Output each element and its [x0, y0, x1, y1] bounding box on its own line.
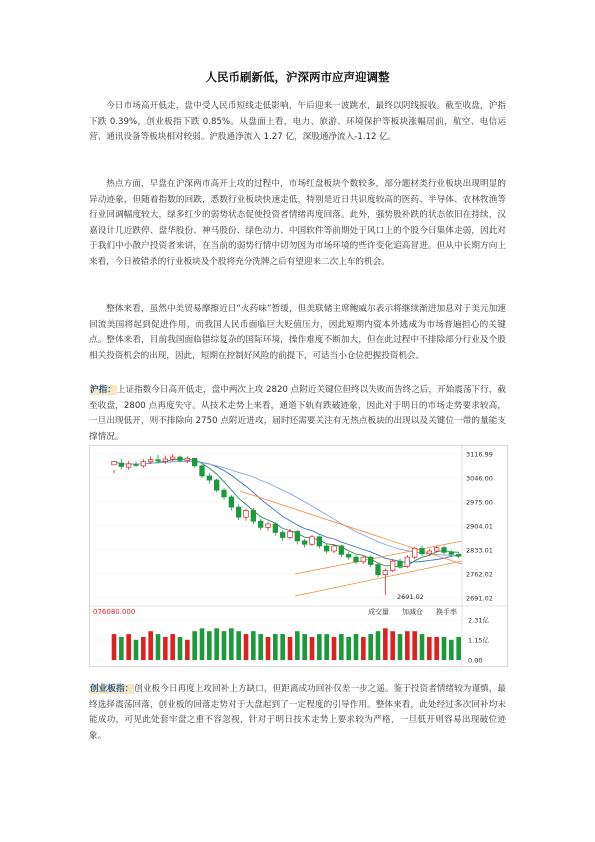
- volume-bar: [332, 637, 337, 660]
- volume-bar: [258, 634, 263, 660]
- candle-body: [214, 480, 219, 490]
- volume-bar: [280, 634, 285, 660]
- candle-body: [412, 548, 417, 557]
- candle-body: [119, 463, 124, 466]
- candle-body: [288, 531, 293, 537]
- volume-bar: [141, 637, 146, 660]
- volume-bar: [185, 640, 190, 660]
- candle-body: [222, 490, 227, 497]
- volume-bar: [229, 628, 234, 660]
- volume-bar: [119, 637, 124, 660]
- candle-body: [141, 462, 146, 466]
- volume-bar: [273, 634, 278, 660]
- candle-body: [258, 521, 263, 527]
- volume-bar: [126, 634, 131, 660]
- volume-bar: [456, 637, 461, 660]
- candle-body: [251, 510, 256, 521]
- sh-index-chart: [89, 445, 508, 667]
- volume-bar: [236, 631, 241, 660]
- volume-bar: [405, 631, 410, 660]
- volume-bar: [383, 628, 388, 660]
- volume-bar: [178, 637, 183, 660]
- candle-body: [178, 457, 183, 460]
- volume-bar: [339, 634, 344, 660]
- candle-body: [170, 457, 175, 459]
- candle-body: [317, 537, 322, 546]
- candle-body: [266, 524, 271, 527]
- candle-body: [390, 561, 395, 570]
- volume-bar: [156, 634, 161, 660]
- article-title: 人民币刷新低，沪深两市应声迎调整: [205, 70, 390, 84]
- vol-tab-turnover[interactable]: 换手率: [436, 608, 457, 616]
- volume-bar: [354, 634, 359, 660]
- vol-tick-1: 1.15亿: [468, 636, 489, 645]
- volume-bar: [214, 628, 219, 660]
- candle-body: [361, 557, 366, 562]
- price-tick-2: 2975.00: [466, 498, 493, 507]
- volume-bar: [412, 631, 417, 660]
- candle-body: [310, 537, 315, 544]
- volume-bar: [310, 637, 315, 660]
- volume-bar: [449, 640, 454, 660]
- cyb-text: 创业板今日再度上攻回补上方缺口，但距离成功回补仅差一步之遥。鉴于投资者情绪较为谨慎，最终选择震荡回落，创业板的回落走势对于大盘起到了一定程度的引导作用。整体来看，此处经过多次回补均未能成功，可见此处套牢盘之重不容忽视，针对于明日技术走势上要求较为严格，一旦低开则容易出现破位迹象。: [89, 684, 506, 741]
- ma10-line: [114, 461, 459, 562]
- volume-bar: [368, 634, 373, 660]
- volume-header: 076080.000: [93, 608, 136, 616]
- candle-body: [156, 460, 161, 461]
- price-tick-0: 3116.99: [466, 450, 493, 459]
- volume-bar: [163, 637, 168, 660]
- candle-body: [332, 546, 337, 551]
- volume-bar: [244, 634, 249, 660]
- volume-bar: [295, 631, 300, 660]
- candle-body: [339, 546, 344, 554]
- volume-bar: [361, 637, 366, 660]
- ma5-line: [114, 459, 459, 567]
- candle-body: [346, 554, 351, 557]
- volume-bars: [112, 628, 461, 660]
- volume-bar: [398, 634, 403, 660]
- candle-body: [449, 552, 454, 554]
- price-tick-5: 2762.02: [466, 570, 493, 579]
- volume-bar: [251, 631, 256, 660]
- vol-tab-position[interactable]: 加减仓: [402, 608, 423, 616]
- candle-body: [185, 458, 190, 460]
- candle-body: [383, 571, 388, 575]
- paragraph-cyb-index: [89, 682, 506, 744]
- volume-bar: [376, 631, 381, 660]
- volume-bar: [427, 637, 432, 660]
- paragraph-overview: 整体来看，虽然中美贸易摩擦近日“火药味”暂缓，但美联储主席鲍威尔表示将继续渐进加息对于美元加速回流美国将起到促进作用，而我国人民币面临巨大贬值压力，因此短期内资本外逃成为市场普遍担心的关键点。整体来看，目前我国面临错综复杂的国际环境，操作难度不断加大，但在此过程中不排除部分行业及个股相关投资机会的出现，因此，短期在控制好风险的前提下，可适当小仓位把握投资机会。: [89, 304, 506, 361]
- candle-body: [420, 548, 425, 553]
- chart-svg: [90, 446, 507, 666]
- sh-text: 上证指数今日高开低走，盘中两次上攻 2820 点附近关键位但终以失败而告终之后，开始震荡下行，截至收盘，2800 点再度失守。从技术走势上来看，通道下轨有跌破迹象，因此对于明日的市场走势要求较高，一旦出现低开，则不排除向 2750 点附近进攻，届时还需要关注有无热点板块的出现以及关键位一带的量能支撑情况。: [89, 385, 506, 442]
- volume-bar: [222, 631, 227, 660]
- volume-bar: [148, 631, 153, 660]
- volume-bar: [112, 634, 117, 660]
- volume-bar: [266, 637, 271, 660]
- candle-body: [302, 541, 307, 544]
- vol-tick-0: 2.31亿: [468, 616, 489, 625]
- volume-bar: [192, 631, 197, 660]
- volume-bar: [207, 631, 212, 660]
- paragraph-market-summary: 今日市场高开低走，盘中受人民币短线走低影响，午后迎来一波跳水，最终以阴线报收。截至收盘，沪指下跌 0.39%，创业板指下跌 0.85%。从盘面上看，电力、旅游、环境保护等板块涨幅居前，航空、电信运营、通讯设备等板块相对较弱。沪股通净流入 1.27 亿，深股通净流入-1.12 亿。: [89, 101, 506, 143]
- candle-body: [207, 476, 212, 480]
- candle-body: [434, 548, 439, 551]
- volume-bar: [134, 640, 139, 660]
- price-tick-4: 2833.01: [466, 546, 493, 555]
- ma20-line: [114, 461, 459, 556]
- vol-tab-volume[interactable]: 成交量: [368, 608, 389, 616]
- candle-body: [163, 459, 168, 461]
- volume-bar: [434, 637, 439, 660]
- candle-body: [354, 557, 359, 562]
- candle-body: [398, 561, 403, 566]
- volume-bar: [200, 628, 205, 660]
- candle-body: [280, 532, 285, 537]
- volume-bar: [170, 634, 175, 660]
- candle-body: [456, 554, 461, 556]
- candle-body: [405, 557, 410, 566]
- volume-bar: [346, 637, 351, 660]
- volume-bar: [324, 634, 329, 660]
- candle-body: [229, 497, 234, 507]
- candle-body: [442, 548, 447, 553]
- moving-average-lines: [114, 459, 462, 596]
- vol-tick-2: 0.00: [468, 656, 483, 665]
- volume-bar: [288, 637, 293, 660]
- candle-body: [376, 565, 381, 575]
- candle-body: [273, 524, 278, 532]
- volume-bar: [420, 634, 425, 660]
- candle-body: [244, 510, 249, 517]
- price-tick-3: 2904.01: [466, 522, 493, 531]
- candle-body: [200, 466, 205, 476]
- volume-bar: [442, 637, 447, 660]
- candle-body: [427, 551, 432, 554]
- low-annotation: 2691.02: [397, 593, 424, 601]
- price-tick-1: 3046.00: [466, 474, 493, 483]
- candle-body: [236, 507, 241, 517]
- paragraph-hotspots: 热点方面，早盘在沪深两市高开上攻的过程中，市场红盘板块个数较多，部分题材类行业板块出现明显的异动迹象，但随着指数的回跌，悉数行业板块快速走低，特别是近日共识度较高的医药、半导体、农林牧渔等行业回调幅度较大，绿多红少的弱势状态促使投资者情绪再度回落。此外，强势股补跌的状态依旧在持续，汉嘉设计几近跌停、盘华股份、神马股份、绿色动力、中国软件等前期处于风口上的个股今日集体走弱，因此对于我们中小散户投资者来讲，在当前的弱势行情中切勿因为市场环境的些许变化追高冒进。但从中长期方向上来看，今日被错杀的行业板块及个股将充分洗牌之后有望迎来二次上车的机会。: [89, 179, 506, 267]
- volume-bar: [302, 634, 307, 660]
- cyb-lead: 创业板指：: [90, 684, 134, 694]
- candle-body: [192, 458, 197, 465]
- candle-body: [148, 460, 153, 462]
- volume-bar: [390, 631, 395, 660]
- sh-lead: 沪指：: [90, 385, 116, 395]
- candle-body: [134, 464, 139, 465]
- candle-body: [112, 461, 117, 464]
- volume-bar: [317, 634, 322, 660]
- candle-body: [324, 546, 329, 551]
- candle-body: [126, 464, 131, 467]
- price-tick-6: 2691.02: [466, 594, 493, 603]
- candle-body: [295, 531, 300, 540]
- candle-body: [368, 557, 373, 564]
- paragraph-sh-index: [89, 383, 506, 445]
